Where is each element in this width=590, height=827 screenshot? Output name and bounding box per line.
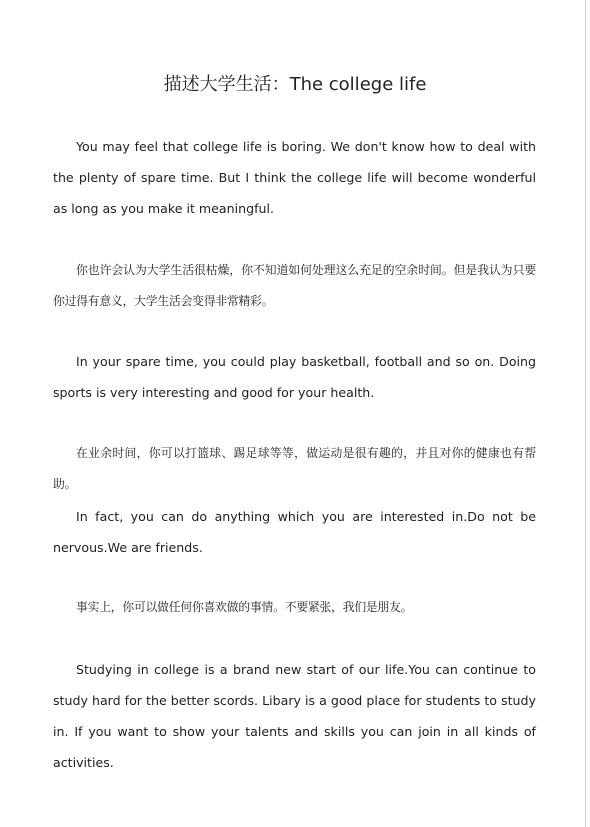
page-edge-divider [585,0,586,827]
paragraph-english-4: Studying in college is a brand new start of our life.You can continue to study hard for the better scords. Libary is a good place for students to study in. If you want to show your talents and skills you can join in all kinds of activities. [53,662,536,770]
paragraph-english-3: In fact, you can do anything which you are interested in.Do not be nervous.We are friends. [53,509,536,555]
document-title: 描述大学生活：The college life [163,74,427,95]
paragraph-english-2: In your spare time, you could play basketball, football and so on. Doing sports is very interesting and good for your health. [53,354,536,400]
paragraph-chinese-3: 事实上，你可以做任何你喜欢做的事情。不要紧张，我们是朋友。 [76,600,413,614]
paragraph-english-1: You may feel that college life is boring. We don't know how to deal with the plenty of spare time. But I think the college life will become wonderful as long as you make it meaningful. [53,139,536,216]
paragraph-chinese-1: 你也许会认为大学生活很枯燥，你不知道如何处理这么充足的空余时间。但是我认为只要你过得有意义，大学生活会变得非常精彩。 [53,263,536,308]
paragraph-chinese-2: 在业余时间，你可以打篮球、踢足球等等，做运动是很有趣的，并且对你的健康也有帮助。 [53,446,536,491]
